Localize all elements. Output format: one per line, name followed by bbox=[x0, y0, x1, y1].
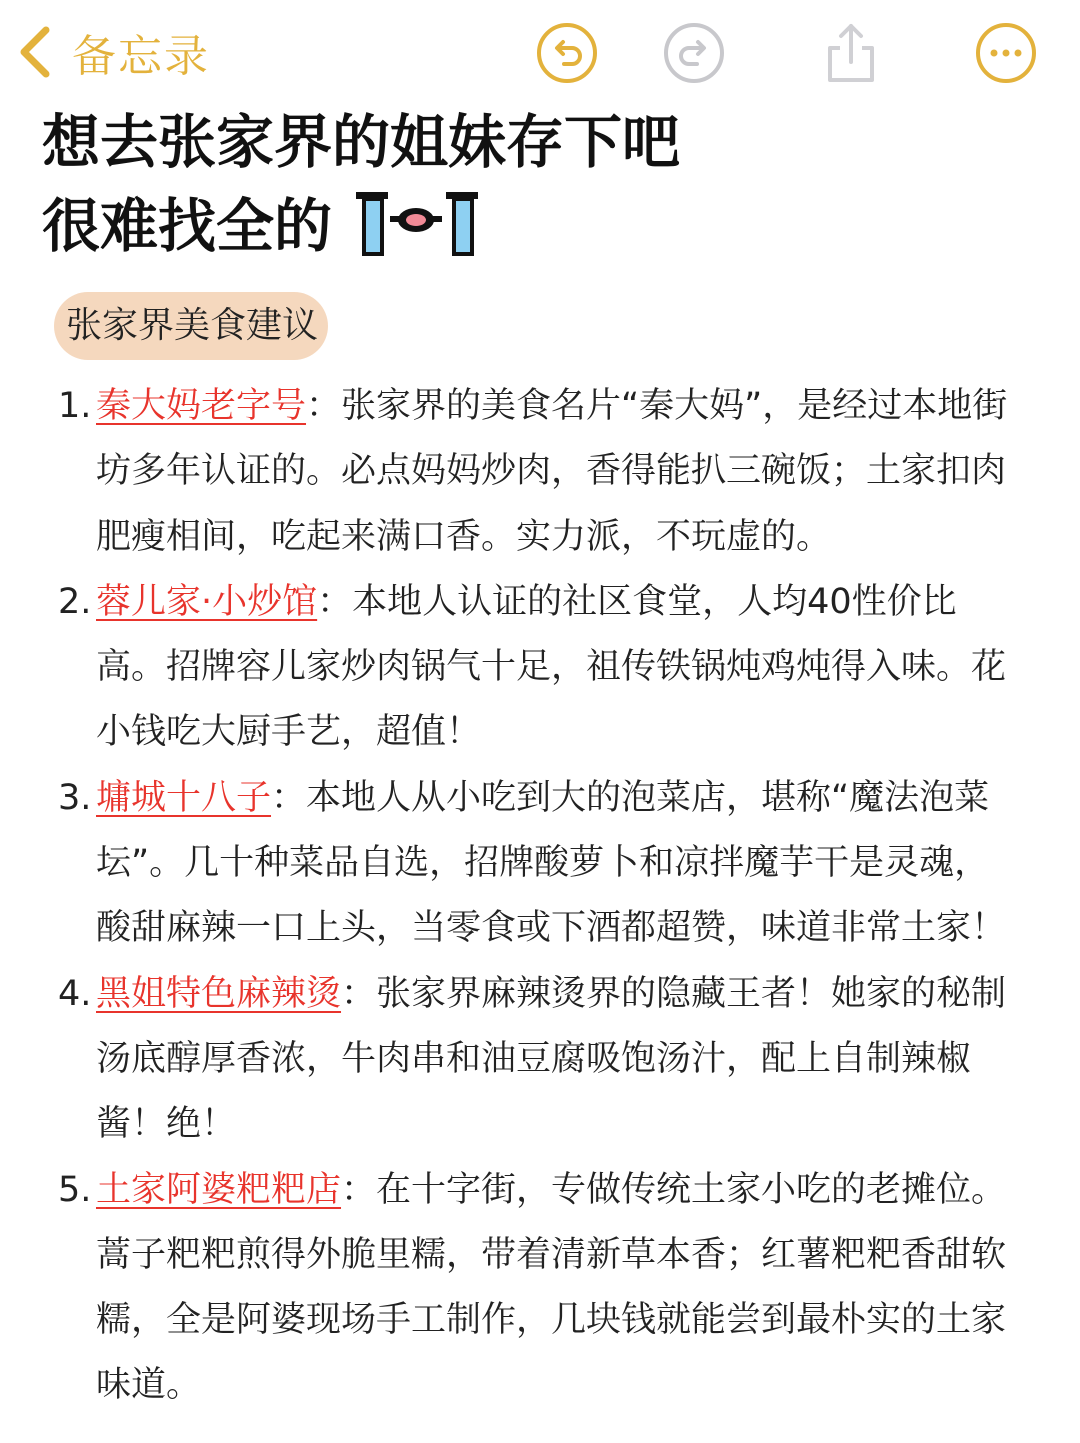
restaurant-link[interactable]: 墉城十八子 bbox=[96, 777, 272, 818]
item-description: ：在十字街，专做传统土家小吃的老摊位。蒿子粑粑煎得外脆里糯，带着清新草本香；红薯粑粑香甜软糯，全是阿婆现场手工制作，几块钱就能尝到最朴实的土家味道。 bbox=[96, 1169, 1007, 1406]
list-item bbox=[0, 766, 1020, 962]
title-line-2-text: 很难找全的 bbox=[42, 192, 333, 260]
list-item bbox=[0, 570, 1020, 766]
chevron-left-icon bbox=[14, 24, 54, 80]
restaurant-link[interactable]: 土家阿婆粑粑店 bbox=[96, 1169, 342, 1210]
share-icon bbox=[820, 22, 882, 84]
item-number: 3. bbox=[58, 777, 92, 818]
item-description: ：张家界麻辣烫界的隐藏王者！她家的秘制汤底醇厚香浓，牛肉串和油豆腐吸饱汤汁，配上自制辣椒酱！绝！ bbox=[96, 973, 1007, 1145]
list-item bbox=[0, 1158, 1020, 1419]
restaurant-link[interactable]: 黑姐特色麻辣烫 bbox=[96, 973, 342, 1014]
share-button[interactable] bbox=[820, 22, 882, 84]
item-number: 5. bbox=[58, 1169, 92, 1210]
item-number: 4. bbox=[58, 973, 92, 1014]
restaurant-link[interactable]: 秦大妈老字号 bbox=[96, 386, 307, 426]
item-description: ：张家界的美食名片“秦大妈”，是经过本地街坊多年认证的。必点妈妈炒肉，香得能扒三碗饭；土家扣肉肥瘦相间，吃起来满口香。实力派，不玩虚的。 bbox=[96, 386, 1008, 557]
undo-icon bbox=[536, 22, 598, 84]
toolbar bbox=[0, 0, 1080, 105]
back-button[interactable] bbox=[14, 22, 210, 82]
note-title bbox=[42, 100, 680, 268]
item-description: ：本地人从小吃到大的泡菜店，堪称“魔法泡菜坛”。几十种菜品自选，招牌酸萝卜和凉拌魔芋干是灵魂，酸甜麻辣一口上头，当零食或下酒都超赞，味道非常土家！ bbox=[96, 777, 1007, 949]
list-item bbox=[0, 374, 1020, 570]
item-description: ：本地人认证的社区食堂，人均40性价比高。招牌容儿家炒肉锅气十足，祖传铁锅炖鸡炖得入味。花小钱吃大厨手艺，超值！ bbox=[96, 581, 1007, 753]
title-line-1: 想去张家界的姐妹存下吧 bbox=[42, 108, 681, 176]
title-line-2 bbox=[42, 184, 680, 268]
undo-button[interactable] bbox=[536, 22, 598, 84]
restaurant-link[interactable]: 蓉儿家·小炒馆 bbox=[96, 581, 318, 622]
more-icon bbox=[975, 22, 1037, 84]
back-label: 备忘录 bbox=[72, 31, 210, 82]
more-button[interactable] bbox=[975, 22, 1037, 84]
section-label: 张家界美食建议 bbox=[54, 292, 328, 360]
redo-button[interactable] bbox=[663, 22, 725, 84]
redo-icon bbox=[663, 22, 725, 84]
item-number: 2. bbox=[58, 581, 92, 622]
item-number: 1. bbox=[58, 386, 92, 426]
crying-face-icon bbox=[350, 190, 486, 258]
list-item bbox=[0, 962, 1020, 1158]
food-list bbox=[0, 374, 1080, 1419]
